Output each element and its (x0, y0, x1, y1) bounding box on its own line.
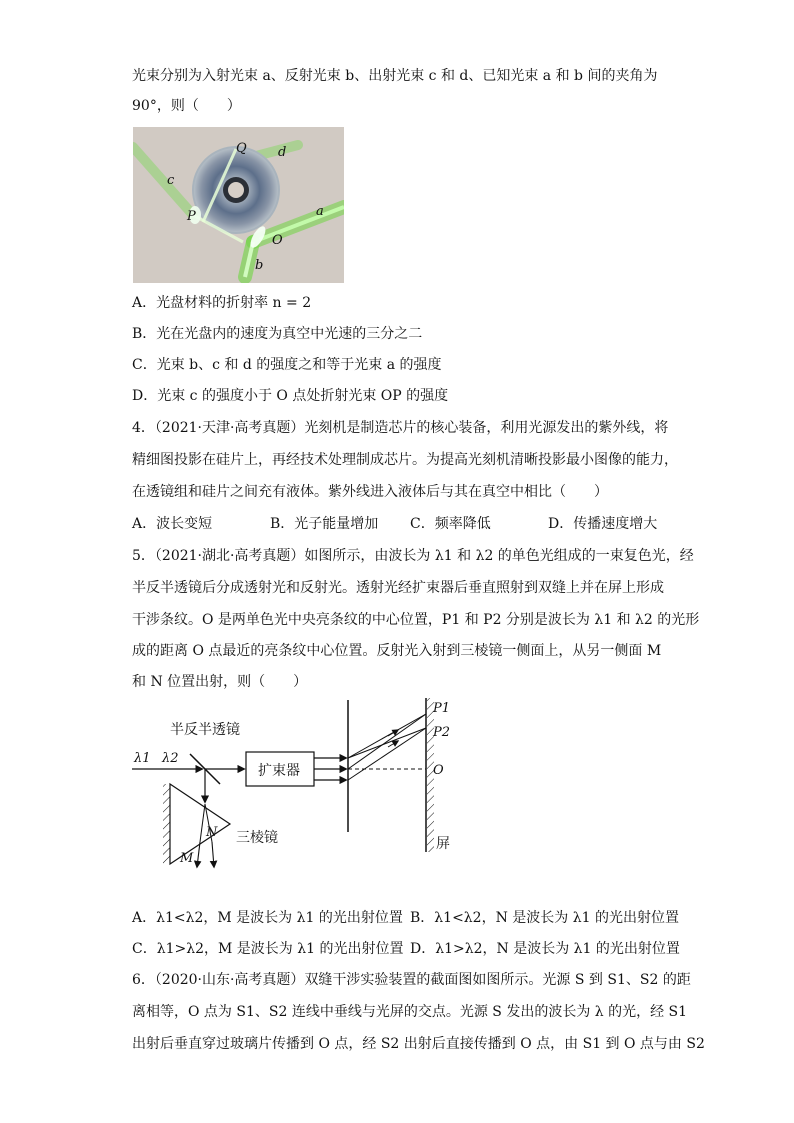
q4-option-d: D．传播速度增大 (548, 516, 658, 532)
lambda1-label: λ1 (134, 751, 151, 766)
q4-stem-line-1: 4．（2021·天津·高考真题）光刻机是制造芯片的核心装备，利用光源发出的紫外线，将 (132, 420, 669, 436)
q5-option-b: B．λ1<λ2，N 是波长为 λ1 的光出射位置 (410, 910, 679, 926)
label-O: O (433, 763, 444, 778)
q5-stem-line-4: 成的距离 O 点最近的亮条纹中心位置。反射光入射到三棱镜一侧面上，从另一侧面 M (132, 643, 662, 659)
photo-label-Q: Q (236, 141, 247, 156)
q5-option-d: D．λ1>λ2，N 是波长为 λ1 的光出射位置 (410, 941, 680, 957)
label-P2: P2 (433, 725, 451, 740)
q4-option-c: C．频率降低 (410, 516, 491, 532)
q5-stem-line-1: 5．（2021·湖北·高考真题）如图所示，由波长为 λ1 和 λ2 的单色光组成的一束复色光，经 (132, 548, 694, 564)
photo-label-P: P (187, 209, 196, 224)
q4-stem-line-3: 在透镜组和硅片之间充有液体。紫外线进入液体后与其在真空中相比（ ） (132, 484, 608, 500)
q6-stem-line-1: 6．（2020·山东·高考真题）双缝干涉实验装置的截面图如图所示。光源 S 到 S1、S2 的距 (132, 972, 691, 988)
photo-label-c: c (167, 173, 175, 188)
q3-option-b: B．光在光盘内的速度为真空中光速的三分之二 (132, 326, 423, 342)
q3-option-c: C．光束 b、c 和 d 的强度之和等于光束 a 的强度 (132, 357, 442, 373)
mirror-label: 半反半透镜 (170, 722, 240, 738)
prism (170, 784, 230, 864)
q3-stem-line-1: 光束分别为入射光束 a、反射光束 b、出射光束 c 和 d、已知光束 a 和 b 间的夹角为 (132, 68, 658, 84)
label-M: M (180, 851, 194, 866)
screen-label: 屏 (436, 836, 450, 852)
q5-stem-line-2: 半反半透镜后分成透射光和反射光。透射光经扩束器后垂直照射到双缝上并在屏上形成 (132, 580, 664, 596)
q5-stem-line-5: 和 N 位置出射，则（ ） (132, 674, 308, 690)
photo-label-b: b (255, 258, 264, 273)
q5-option-a: A．λ1<λ2，M 是波长为 λ1 的光出射位置 (132, 910, 403, 926)
photo-label-d: d (278, 145, 287, 160)
photo-label-O: O (272, 233, 283, 248)
q3-option-a: A．光盘材料的折射率 n = 2 (132, 295, 312, 311)
expander-label: 扩束器 (258, 763, 300, 779)
q5-stem-line-3: 干涉条纹。O 是两单色光中央亮条纹的中心位置，P1 和 P2 分别是波长为 λ1 和 λ2 的光形 (132, 612, 700, 628)
q3-option-d: D．光束 c 的强度小于 O 点处折射光束 OP 的强度 (132, 388, 449, 404)
photo-label-a: a (316, 204, 324, 219)
label-N: N (206, 825, 218, 840)
q5-option-c: C．λ1>λ2，M 是波长为 λ1 的光出射位置 (132, 941, 404, 957)
q4-option-b: B．光子能量增加 (270, 516, 379, 532)
q6-stem-line-2: 离相等，O 点为 S1、S2 连线中垂线与光屏的交点。光源 S 发出的波长为 λ 的光，经 S1 (132, 1004, 688, 1020)
q4-stem-line-2: 精细图投影在硅片上，再经技术处理制成芯片。为提高光刻机清晰投影最小图像的能力， (132, 452, 678, 468)
q4-option-a: A．波长变短 (132, 516, 213, 532)
lambda2-label: λ2 (162, 751, 179, 766)
label-P1: P1 (433, 701, 451, 716)
q3-stem-line-2: 90°，则（ ） (132, 98, 241, 114)
q6-stem-line-3: 出射后垂直穿过玻璃片传播到 O 点，经 S2 出射后直接传播到 O 点，由 S1 到 O 点与由 S2 (132, 1036, 705, 1052)
optics-diagram (130, 692, 490, 870)
prism-label: 三棱镜 (236, 830, 278, 846)
cd-photo (133, 127, 344, 283)
